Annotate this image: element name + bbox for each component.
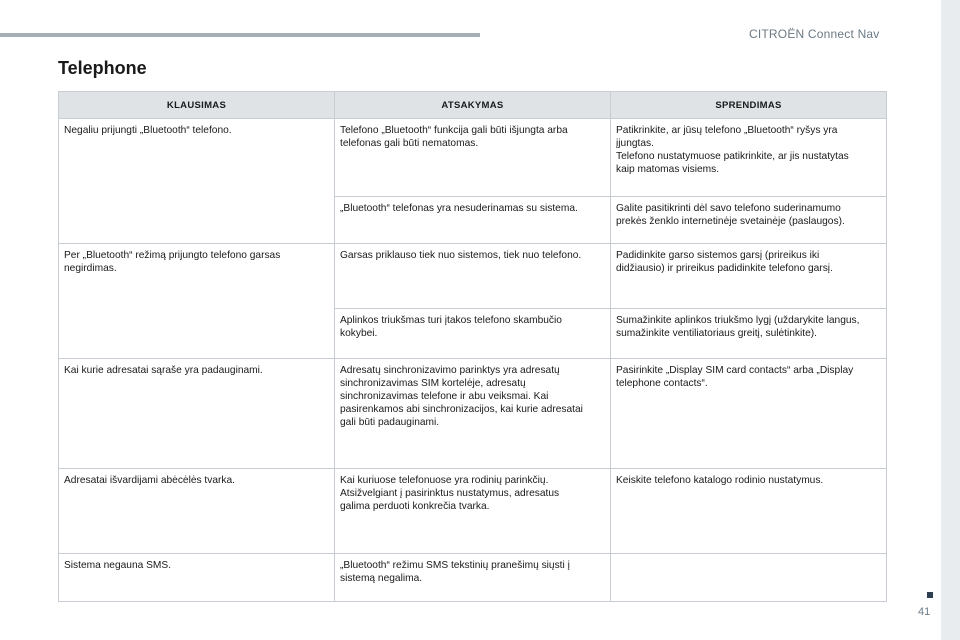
page-number: 41 <box>918 606 931 618</box>
solution-cell: Sumažinkite aplinkos triukšmo lygį (uždarykite langus, sumažinkite ventiliatoriaus greitį, sulėtinkite). <box>611 309 887 359</box>
answer-cell: „Bluetooth“ telefonas yra nesuderinamas su sistema. <box>335 197 611 244</box>
table-header-row <box>59 92 887 119</box>
answer-cell: Adresatų sinchronizavimo parinktys yra adresatų sinchronizavimas SIM kortelėje, adresatų sinchronizavimas telefone ir abu veiksmai. Kai pasirenkamos abi sinchronizacijos, kai kurie adresatai gali būti padauginami. <box>335 359 611 469</box>
column-header-question: KLAUSIMAS <box>59 92 335 119</box>
header-brand: CITROËN Connect Nav <box>749 27 880 41</box>
question-cell: Sistema negauna SMS. <box>59 554 335 602</box>
question-cell: Negaliu prijungti „Bluetooth“ telefono. <box>59 119 335 244</box>
table-row <box>59 119 887 197</box>
answer-cell: Aplinkos triukšmas turi įtakos telefono skambučio kokybei. <box>335 309 611 359</box>
question-cell: Kai kurie adresatai sąraše yra padauginami. <box>59 359 335 469</box>
page-marker-icon <box>927 592 933 598</box>
table-row <box>59 359 887 469</box>
solution-cell: Padidinkite garso sistemos garsį (prireikus iki didžiausio) ir prireikus padidinkite telefono garsį. <box>611 244 887 309</box>
solution-cell: Keiskite telefono katalogo rodinio nustatymus. <box>611 469 887 554</box>
table-row <box>59 554 887 602</box>
solution-cell: Galite pasitikrinti dėl savo telefono suderinamumo prekės ženklo internetinėje svetainėje (paslaugos). <box>611 197 887 244</box>
solution-cell: Patikrinkite, ar jūsų telefono „Bluetooth“ ryšys yra įjungtas. Telefono nustatymuose patikrinkite, ar jis nustatytas kaip matomas visiems. <box>611 119 887 197</box>
answer-cell: Kai kuriuose telefonuose yra rodinių parinkčių. Atsižvelgiant į pasirinktus nustatymus, adresatus galima perduoti konkrečia tvarka. <box>335 469 611 554</box>
page-side-bar <box>941 0 960 640</box>
solution-cell: Pasirinkite „Display SIM card contacts“ arba „Display telephone contacts“. <box>611 359 887 469</box>
solution-cell <box>611 554 887 602</box>
header-rule <box>0 33 480 37</box>
question-cell: Per „Bluetooth“ režimą prijungto telefono garsas negirdimas. <box>59 244 335 359</box>
column-header-solution: SPRENDIMAS <box>611 92 887 119</box>
page-title: Telephone <box>58 58 147 78</box>
question-cell: Adresatai išvardijami abėcėlės tvarka. <box>59 469 335 554</box>
table-row <box>59 244 887 309</box>
answer-cell: Telefono „Bluetooth“ funkcija gali būti išjungta arba telefonas gali būti nematomas. <box>335 119 611 197</box>
answer-cell: Garsas priklauso tiek nuo sistemos, tiek nuo telefono. <box>335 244 611 309</box>
answer-cell: „Bluetooth“ režimu SMS tekstinių pranešimų siųsti į sistemą negalima. <box>335 554 611 602</box>
table-row <box>59 469 887 554</box>
column-header-answer: ATSAKYMAS <box>335 92 611 119</box>
faq-table <box>58 91 887 602</box>
